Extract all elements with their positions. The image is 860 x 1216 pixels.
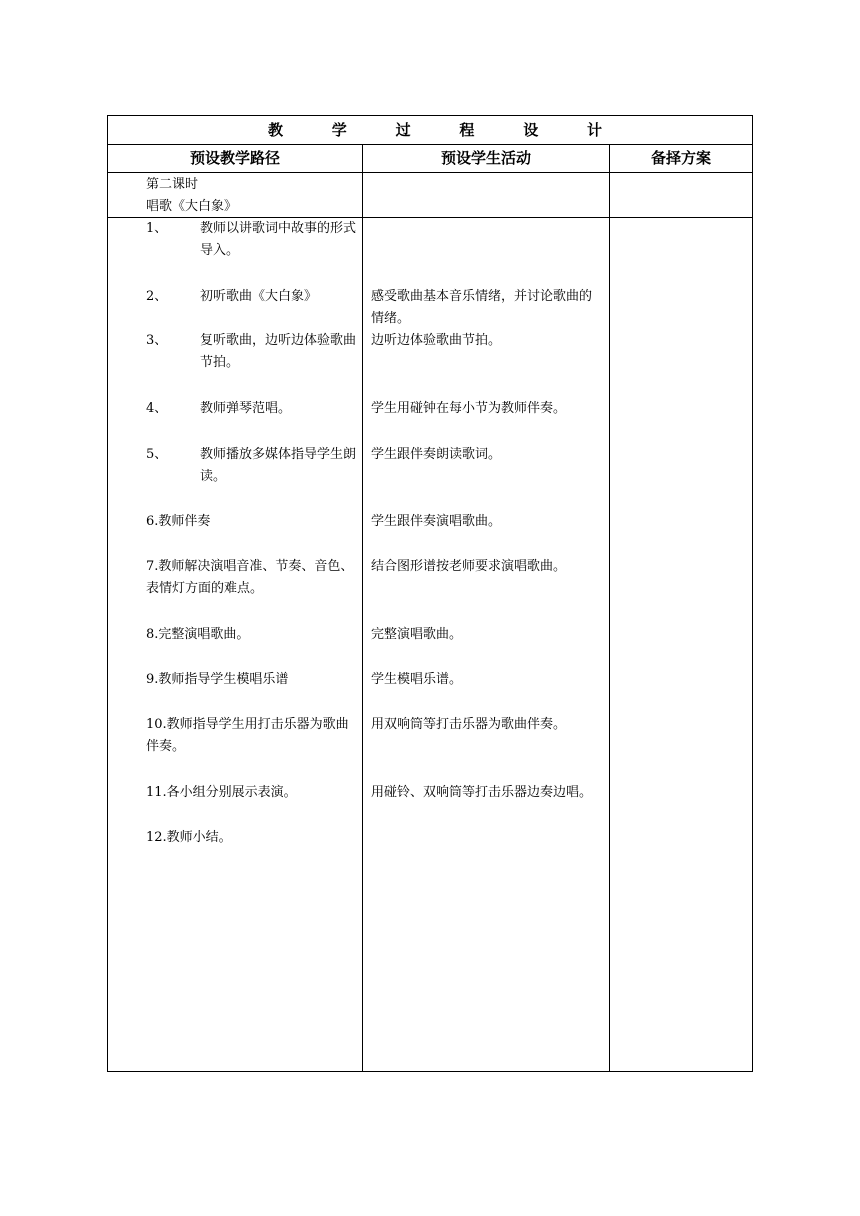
activity-item: 边听边体验歌曲节拍。 [371, 333, 502, 348]
step-text: 9.教师指导学生模唱乐谱 [146, 672, 289, 687]
title-char: 程 [459, 121, 475, 139]
step-number: 1、 [146, 221, 168, 236]
column-divider [609, 145, 610, 1071]
column-divider [362, 145, 363, 1071]
step-number: 2、 [146, 289, 168, 304]
activity-item: 用双响筒等打击乐器为歌曲伴奏。 [371, 717, 567, 732]
step-number: 4、 [146, 401, 168, 416]
step-text: 10.教师指导学生用打击乐器为歌曲伴奏。 [146, 717, 349, 754]
lesson-info-row [108, 173, 752, 218]
title-char: 学 [331, 121, 347, 139]
step-text: 初听歌曲《大白象》 [200, 289, 318, 304]
activity-item: 用碰铃、双响筒等打击乐器边奏边唱。 [371, 785, 593, 800]
step-item [146, 624, 358, 646]
table-header-row [108, 145, 752, 173]
activity-item: 学生用碰钟在每小节为教师伴奏。 [371, 401, 567, 416]
title-char: 计 [586, 121, 602, 139]
table-title [108, 116, 752, 144]
step-text: 12.教师小结。 [146, 830, 232, 845]
step-number: 5、 [146, 447, 168, 462]
lesson-song: 唱歌《大白象》 [146, 199, 238, 214]
header-student-activity: 预设学生活动 [440, 149, 531, 167]
activity-item: 结合图形谱按老师要求演唱歌曲。 [371, 559, 567, 574]
step-item [146, 714, 358, 758]
lesson-period: 第二课时 [146, 177, 199, 192]
step-text: 教师以讲歌词中故事的形式导入。 [200, 221, 357, 258]
lesson-info [146, 174, 237, 218]
step-item [146, 827, 358, 849]
activity-item: 完整演唱歌曲。 [371, 627, 463, 642]
step-text: 教师播放多媒体指导学生朗读。 [200, 447, 357, 484]
table-title-row [108, 116, 752, 145]
step-item [146, 556, 358, 600]
lesson-design-table [107, 115, 753, 1072]
title-char: 设 [523, 121, 539, 139]
activity-item: 学生跟伴奏朗读歌词。 [371, 447, 502, 462]
title-char: 过 [395, 121, 411, 139]
step-text: 教师弹琴范唱。 [200, 401, 292, 416]
step-item [146, 669, 358, 691]
step-item [146, 782, 358, 804]
header-teaching-path: 预设教学路径 [189, 149, 280, 167]
step-text: 7.教师解决演唱音准、节奏、音色、表情灯方面的难点。 [146, 559, 354, 596]
step-text: 8.完整演唱歌曲。 [146, 627, 250, 642]
header-alternative-plan: 备择方案 [650, 149, 711, 167]
step-item [146, 511, 358, 533]
step-text: 6.教师伴奏 [146, 514, 211, 529]
activity-item: 学生跟伴奏演唱歌曲。 [371, 514, 502, 529]
step-text: 复听歌曲，边听边体验歌曲节拍。 [200, 333, 357, 370]
title-char: 教 [268, 121, 284, 139]
step-text: 11.各小组分别展示表演。 [146, 785, 297, 800]
step-number: 3、 [146, 333, 168, 348]
activity-item: 学生模唱乐谱。 [371, 672, 463, 687]
activity-item: 感受歌曲基本音乐情绪，并讨论歌曲的情绪。 [371, 289, 593, 326]
